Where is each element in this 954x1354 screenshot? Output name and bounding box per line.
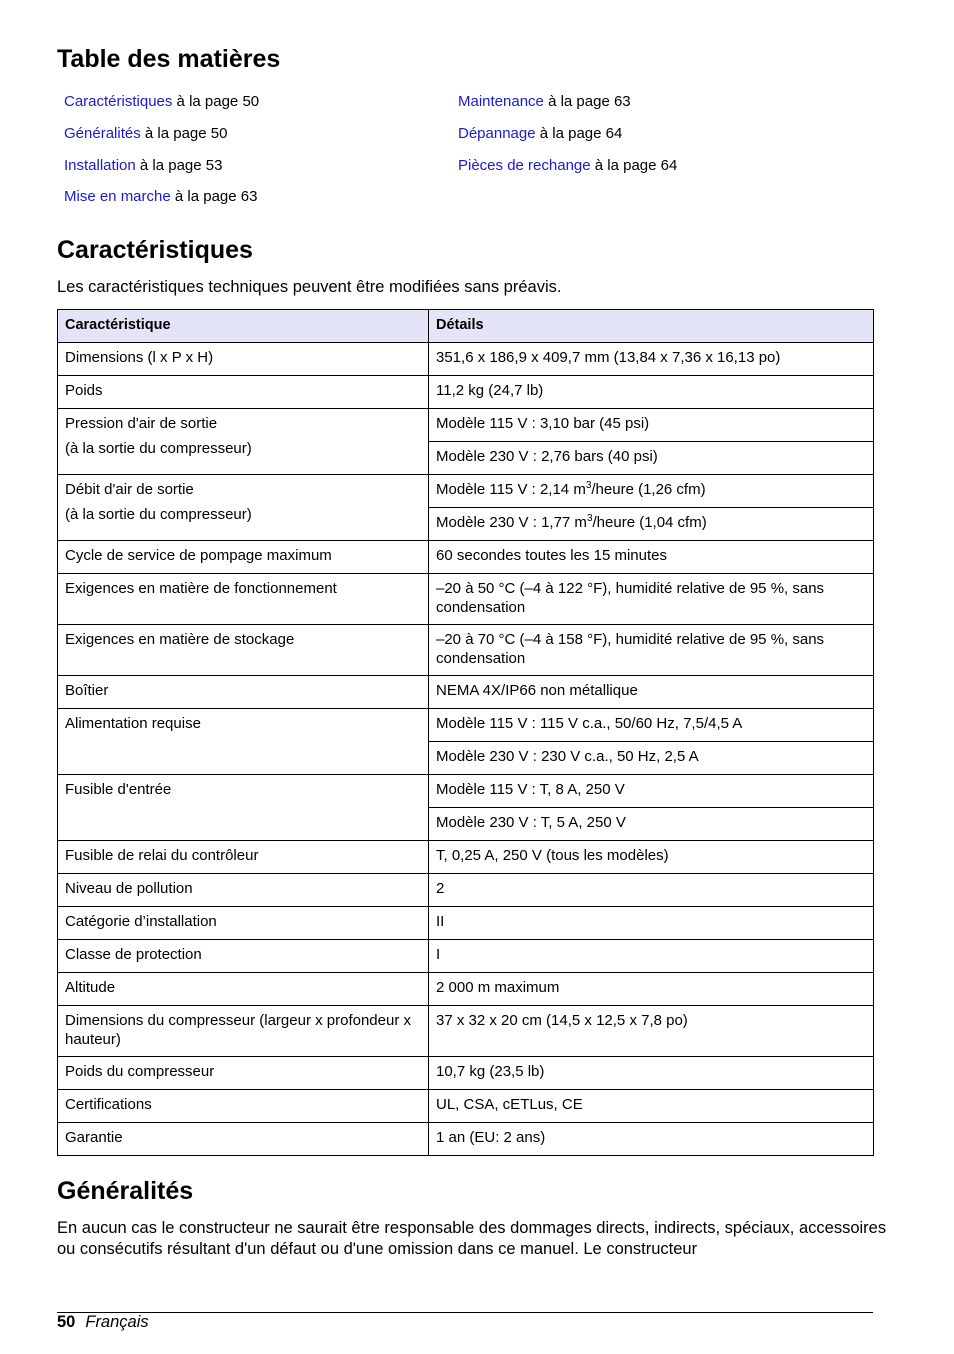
row-value: Modèle 115 V : 115 V c.a., 50/60 Hz, 7,5/4,5 A bbox=[429, 709, 874, 742]
toc-page-ref: à la page 63 bbox=[543, 93, 631, 110]
table-row bbox=[58, 874, 874, 907]
value-text: Modèle 115 V : 2,14 m bbox=[436, 481, 586, 498]
row-value: 2 bbox=[429, 874, 874, 907]
superscript: 3 bbox=[586, 513, 593, 524]
row-label: Poids du compresseur bbox=[58, 1057, 429, 1090]
table-row bbox=[58, 709, 874, 742]
toc-link-troubleshooting[interactable]: Dépannage bbox=[458, 125, 536, 142]
toc-link-general[interactable]: Généralités bbox=[64, 125, 141, 142]
value-text: /heure (1,26 cfm) bbox=[591, 481, 706, 498]
row-label: Dimensions du compresseur (largeur x profondeur x hauteur) bbox=[58, 1006, 429, 1057]
toc-page-ref: à la page 50 bbox=[172, 93, 260, 110]
row-label: Exigences en matière de fonctionnement bbox=[58, 574, 429, 625]
column-header-characteristic: Caractéristique bbox=[58, 310, 429, 343]
row-value bbox=[429, 508, 874, 541]
table-row bbox=[58, 775, 874, 808]
row-label: Fusible d'entrée bbox=[58, 775, 429, 841]
toc-entry-maintenance[interactable] bbox=[458, 92, 631, 112]
table-row bbox=[58, 841, 874, 874]
table-row bbox=[58, 541, 874, 574]
table-header-row bbox=[58, 310, 874, 343]
row-label: Exigences en matière de stockage bbox=[58, 625, 429, 676]
toc-link-specs[interactable]: Caractéristiques bbox=[64, 93, 173, 110]
row-value: II bbox=[429, 907, 874, 940]
toc-link-startup[interactable]: Mise en marche bbox=[64, 188, 171, 205]
row-value: Modèle 115 V : T, 8 A, 250 V bbox=[429, 775, 874, 808]
toc-link-installation[interactable]: Installation bbox=[64, 157, 136, 174]
row-label: Classe de protection bbox=[58, 940, 429, 973]
toc-link-maintenance[interactable]: Maintenance bbox=[458, 93, 544, 110]
toc-link-spare-parts[interactable]: Pièces de rechange bbox=[458, 157, 591, 174]
row-value: Modèle 230 V : 2,76 bars (40 psi) bbox=[429, 442, 874, 475]
table-row bbox=[58, 1123, 874, 1156]
general-paragraph: En aucun cas le constructeur ne saurait être responsable des dommages directs, indirects, spéciaux, accessoires ou consécutifs résultant d'un défaut ou d'une omission dans ce manuel. Le constructeur bbox=[57, 1219, 887, 1258]
table-row bbox=[58, 574, 874, 625]
specs-table bbox=[57, 309, 874, 1156]
table-row bbox=[58, 625, 874, 676]
row-label: Garantie bbox=[58, 1123, 429, 1156]
row-value: –20 à 70 °C (–4 à 158 °F), humidité relative de 95 %, sans condensation bbox=[429, 625, 874, 676]
row-value: NEMA 4X/IP66 non métallique bbox=[429, 676, 874, 709]
toc-page-ref: à la page 63 bbox=[170, 188, 258, 205]
table-row bbox=[58, 940, 874, 973]
row-label: Boîtier bbox=[58, 676, 429, 709]
toc-page-ref: à la page 50 bbox=[140, 125, 228, 142]
row-label: Certifications bbox=[58, 1090, 429, 1123]
toc-page-ref: à la page 53 bbox=[135, 157, 223, 174]
column-header-details: Détails bbox=[429, 310, 874, 343]
row-value: UL, CSA, cETLus, CE bbox=[429, 1090, 874, 1123]
row-value: I bbox=[429, 940, 874, 973]
row-value: 60 secondes toutes les 15 minutes bbox=[429, 541, 874, 574]
row-label-main: Pression d'air de sortie bbox=[65, 415, 218, 432]
table-row bbox=[58, 376, 874, 409]
toc-title: Table des matières bbox=[57, 45, 281, 73]
toc-page-ref: à la page 64 bbox=[535, 125, 623, 142]
row-value: 11,2 kg (24,7 lb) bbox=[429, 376, 874, 409]
row-value: 351,6 x 186,9 x 409,7 mm (13,84 x 7,36 x 16,13 po) bbox=[429, 343, 874, 376]
row-label bbox=[58, 475, 429, 541]
toc-entry-startup[interactable] bbox=[64, 187, 257, 207]
value-text: /heure (1,04 cfm) bbox=[592, 514, 707, 531]
row-label: Niveau de pollution bbox=[58, 874, 429, 907]
general-title: Généralités bbox=[57, 1177, 194, 1205]
row-value: 1 an (EU: 2 ans) bbox=[429, 1123, 874, 1156]
table-row bbox=[58, 907, 874, 940]
row-value: Modèle 230 V : 230 V c.a., 50 Hz, 2,5 A bbox=[429, 742, 874, 775]
table-row bbox=[58, 1006, 874, 1057]
table-row bbox=[58, 409, 874, 442]
page-number: 50 bbox=[57, 1313, 76, 1331]
row-label: Alimentation requise bbox=[58, 709, 429, 775]
row-label-sub: (à la sortie du compresseur) bbox=[65, 439, 252, 457]
table-row bbox=[58, 676, 874, 709]
row-label: Dimensions (l x P x H) bbox=[58, 343, 429, 376]
table-row bbox=[58, 1090, 874, 1123]
page-footer bbox=[57, 1312, 149, 1333]
row-value: Modèle 115 V : 3,10 bar (45 psi) bbox=[429, 409, 874, 442]
toc-entry-general[interactable] bbox=[64, 124, 227, 144]
footer-divider bbox=[57, 1312, 873, 1313]
row-label: Altitude bbox=[58, 973, 429, 1006]
row-value: 2 000 m maximum bbox=[429, 973, 874, 1006]
row-value: Modèle 230 V : T, 5 A, 250 V bbox=[429, 808, 874, 841]
row-label-sub: (à la sortie du compresseur) bbox=[65, 505, 252, 523]
toc-page-ref: à la page 64 bbox=[590, 157, 678, 174]
toc-entry-specs[interactable] bbox=[64, 92, 259, 112]
row-value: –20 à 50 °C (–4 à 122 °F), humidité relative de 95 %, sans condensation bbox=[429, 574, 874, 625]
table-row bbox=[58, 475, 874, 508]
toc-entry-spare-parts[interactable] bbox=[458, 156, 677, 176]
specs-title: Caractéristiques bbox=[57, 236, 253, 264]
row-label: Poids bbox=[58, 376, 429, 409]
row-label bbox=[58, 409, 429, 475]
row-label: Fusible de relai du contrôleur bbox=[58, 841, 429, 874]
footer-language: Français bbox=[85, 1313, 149, 1331]
toc-entry-troubleshooting[interactable] bbox=[458, 124, 622, 144]
row-label: Catégorie d’installation bbox=[58, 907, 429, 940]
row-label: Cycle de service de pompage maximum bbox=[58, 541, 429, 574]
row-value bbox=[429, 475, 874, 508]
value-text: Modèle 230 V : 1,77 m bbox=[436, 514, 587, 531]
row-value: T, 0,25 A, 250 V (tous les modèles) bbox=[429, 841, 874, 874]
specs-intro: Les caractéristiques techniques peuvent être modifiées sans préavis. bbox=[57, 278, 562, 296]
row-value: 37 x 32 x 20 cm (14,5 x 12,5 x 7,8 po) bbox=[429, 1006, 874, 1057]
table-row bbox=[58, 343, 874, 376]
table-row bbox=[58, 1057, 874, 1090]
row-label-main: Débit d'air de sortie bbox=[65, 481, 194, 498]
superscript: 3 bbox=[585, 480, 592, 491]
toc-entry-installation[interactable] bbox=[64, 156, 222, 176]
table-row bbox=[58, 973, 874, 1006]
row-value: 10,7 kg (23,5 lb) bbox=[429, 1057, 874, 1090]
